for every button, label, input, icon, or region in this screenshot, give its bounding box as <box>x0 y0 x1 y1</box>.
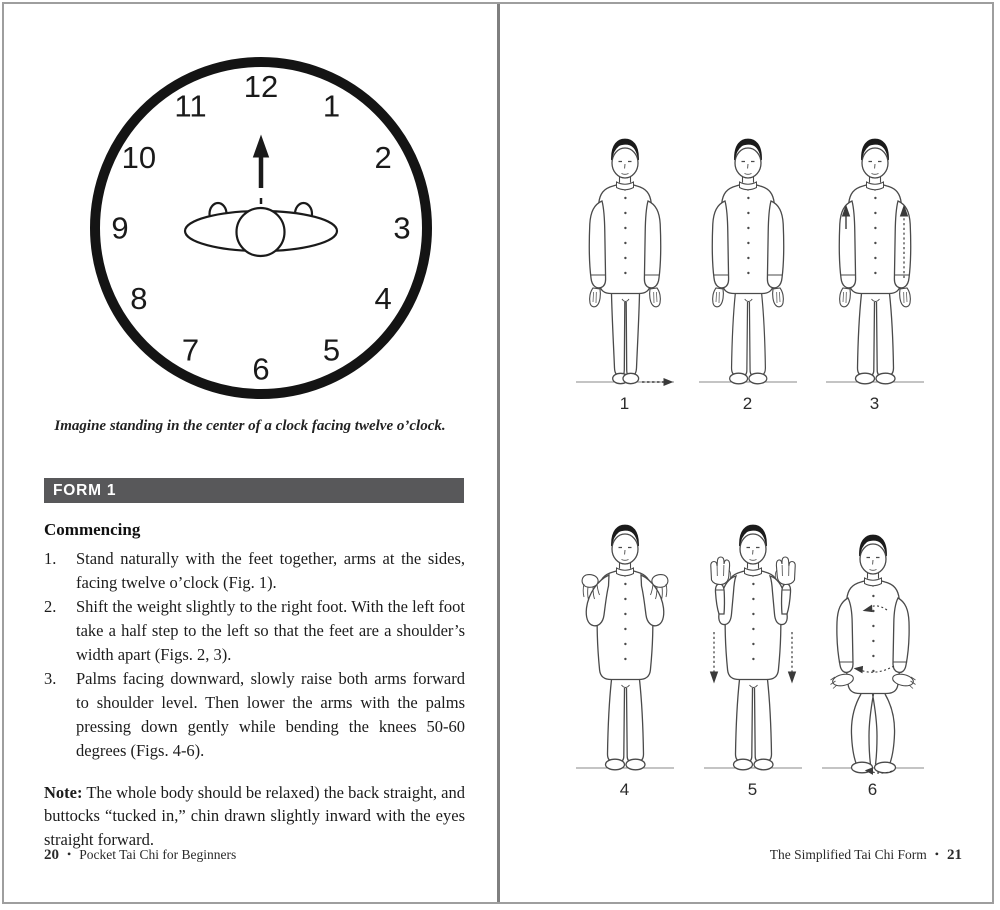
step-item-3 <box>44 667 465 763</box>
page-number: 20 <box>44 847 59 863</box>
figure-number: 1 <box>619 394 630 413</box>
tai-chi-figure-1-drawing <box>560 132 690 392</box>
note-text: The whole body should be relaxed) the back straight, and buttocks “tucked in,” chin drawn slightly inward with the eyes straight forward. <box>44 782 466 849</box>
step-item-2 <box>44 595 465 667</box>
tai-chi-figure-5-drawing <box>688 518 818 778</box>
figure-number: 6 <box>867 780 878 799</box>
step-text: Palms facing downward, slowly raise both arms forward to shoulder level. Then lower the arms with the palms pressing down gently while bending the knees 50-60 degrees (Figs. 4-6). <box>76 669 465 760</box>
clock-number-7: 7 <box>181 332 200 368</box>
form-1-header: FORM 1 <box>44 478 464 503</box>
footer-separator: • <box>934 847 939 861</box>
figure-cell-6 <box>808 518 938 802</box>
clock-number-12: 12 <box>243 69 279 104</box>
left-page-footer <box>44 847 236 864</box>
figure-cell-2 <box>683 132 813 416</box>
clock-number-3: 3 <box>393 210 411 246</box>
figure-number: 5 <box>747 780 758 799</box>
book-title: Pocket Tai Chi for Beginners <box>79 847 237 862</box>
tai-chi-figure-3-drawing <box>810 132 940 392</box>
clock-number-11: 11 <box>174 88 207 124</box>
figure-number: 3 <box>869 394 880 413</box>
chapter-title: The Simplified Tai Chi Form <box>769 847 927 862</box>
clock-caption: Imagine standing in the center of a clock facing twelve o’clock. <box>54 418 446 434</box>
clock-number-2: 2 <box>374 140 392 175</box>
figure-number: 2 <box>742 394 753 413</box>
clock-number-8: 8 <box>130 281 148 316</box>
step-number: 2. <box>44 597 57 616</box>
steps-list <box>44 547 465 763</box>
footer-separator: • <box>67 847 72 861</box>
tai-chi-figure-2-drawing <box>683 132 813 392</box>
figure-cell-5 <box>688 518 818 802</box>
figure-cell-1 <box>560 132 690 416</box>
tai-chi-figure-4-drawing <box>560 518 690 778</box>
clock-number-4: 4 <box>374 281 392 316</box>
left-page <box>4 4 497 902</box>
clock-number-9: 9 <box>111 210 129 246</box>
clock-number-6: 6 <box>252 351 270 387</box>
note-paragraph <box>44 781 465 852</box>
clock-number-10: 10 <box>121 140 157 175</box>
clock-number-1: 1 <box>322 88 341 124</box>
step-item-1 <box>44 547 465 595</box>
page-number: 21 <box>947 847 962 863</box>
right-page-footer <box>770 847 962 864</box>
tai-chi-figure-6-drawing <box>808 518 938 778</box>
right-page <box>497 4 993 902</box>
step-text: Stand naturally with the feet together, arms at the sides, facing twelve o’clock (Fig. 1). <box>76 549 465 592</box>
two-page-spread <box>2 2 994 904</box>
clock-face-illustration <box>87 54 435 402</box>
step-number: 1. <box>44 549 57 568</box>
figure-cell-4 <box>560 518 690 802</box>
step-number: 3. <box>44 669 57 688</box>
clock-diagram <box>87 54 435 402</box>
step-text: Shift the weight slightly to the right foot. With the left foot take a half step to the left so that the feet are a shoulder’s width apart (Figs. 2, 3). <box>76 597 465 664</box>
clock-number-5: 5 <box>322 332 341 368</box>
note-label: Note: <box>44 782 83 802</box>
figure-cell-3 <box>810 132 940 416</box>
section-heading: Commencing <box>44 520 141 539</box>
figure-number: 4 <box>619 780 630 799</box>
